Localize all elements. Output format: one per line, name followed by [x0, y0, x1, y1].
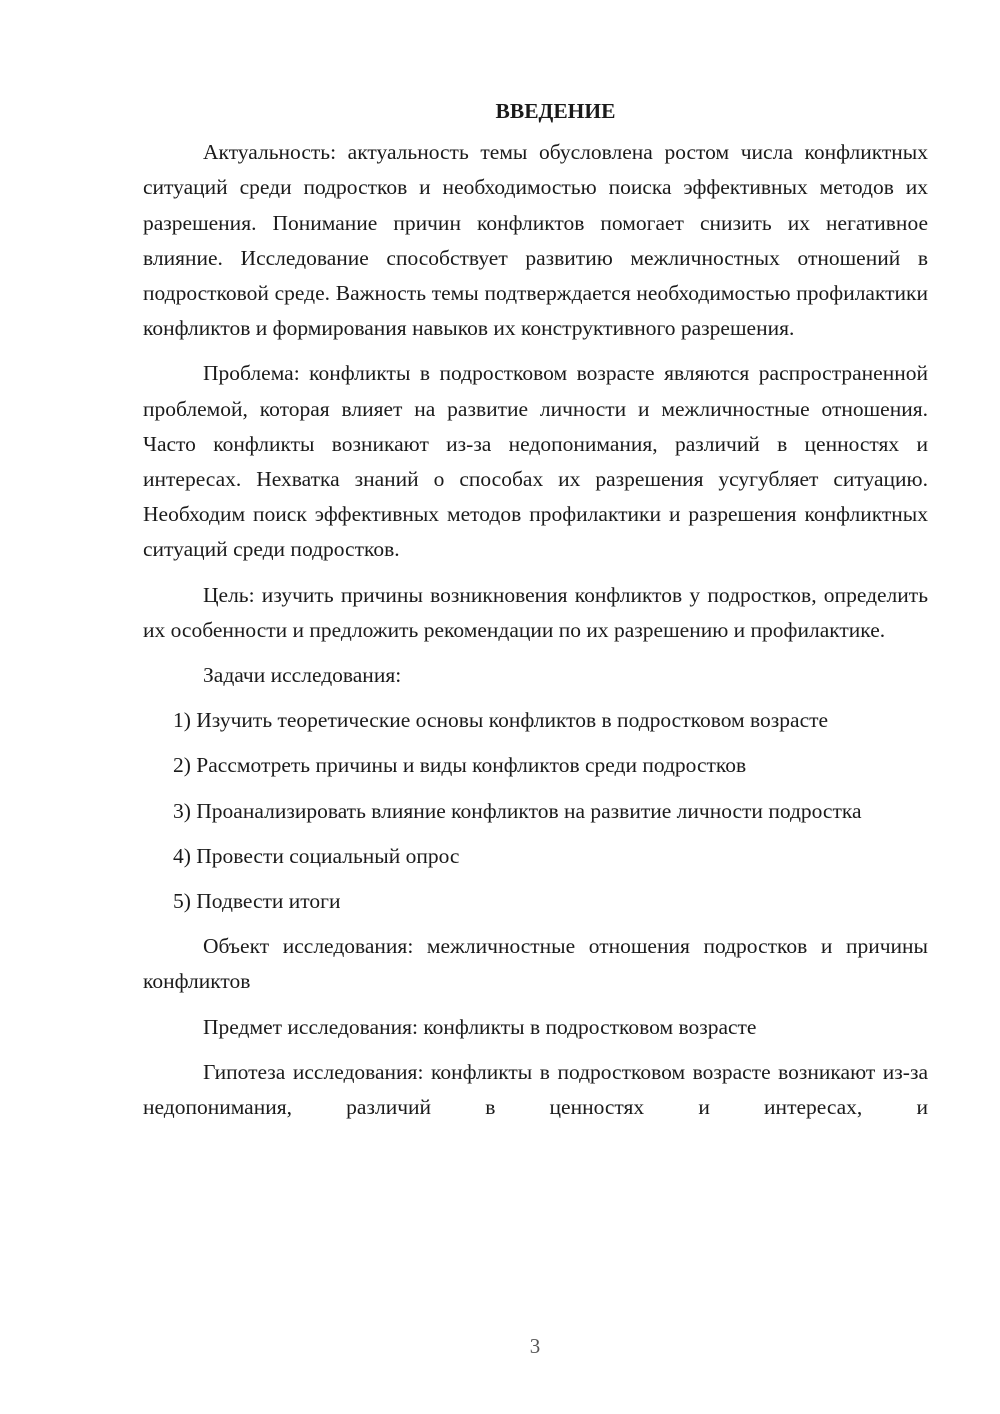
page-content	[143, 94, 928, 1135]
tasks-intro: Задачи исследования:	[203, 663, 402, 688]
task-item-5: 5) Подвести итоги	[173, 889, 341, 914]
task-item-1: 1) Изучить теоретические основы конфликтов в подростковом возрасте	[173, 708, 829, 733]
problem-paragraph: Проблема: конфликты в подростковом возрасте являются распространенной проблемой, которая влияет на развитие личности и межличностные отношения. Часто конфликты возникают из-за недопонимания, различий в ценностях и интересах. Нехватка знаний о способах их разрешения усугубляет ситуацию. Необходим поиск эффективных методов профилактики и разрешения конфликтных ситуаций среди подростков.	[143, 361, 928, 562]
task-item-2: 2) Рассмотреть причины и виды конфликтов среди подростков	[173, 753, 747, 778]
tasks-list	[143, 703, 928, 919]
object-paragraph: Объект исследования: межличностные отношения подростков и причины конфликтов	[143, 934, 928, 994]
task-item-4: 4) Провести социальный опрос	[173, 843, 460, 868]
subject-paragraph: Предмет исследования: конфликты в подростковом возрасте	[203, 1014, 757, 1039]
relevance-paragraph: Актуальность: актуальность темы обусловлена ростом числа конфликтных ситуаций среди подростков и необходимостью поиска эффективных методов их разрешения. Понимание причин конфликтов помогает снизить их негативное влияние. Исследование способствует развитию межличностных отношений в подростковой среде. Важность темы подтверждается необходимостью профилактики конфликтов и формирования навыков их конструктивного разрешения.	[143, 140, 928, 341]
hypothesis-paragraph: Гипотеза исследования: конфликты в подростковом возрасте возникают из-за недопонимания, различий в ценностях и интересах, и	[143, 1059, 928, 1120]
task-item-3: 3) Проанализировать влияние конфликтов на развитие личности подростка	[173, 798, 862, 823]
page-number: 3	[529, 1334, 541, 1358]
section-heading: ВВЕДЕНИЕ	[495, 99, 616, 123]
goal-paragraph: Цель: изучить причины возникновения конфликтов у подростков, определить их особенности и предложить рекомендации по их разрешению и профилактике.	[143, 582, 928, 642]
